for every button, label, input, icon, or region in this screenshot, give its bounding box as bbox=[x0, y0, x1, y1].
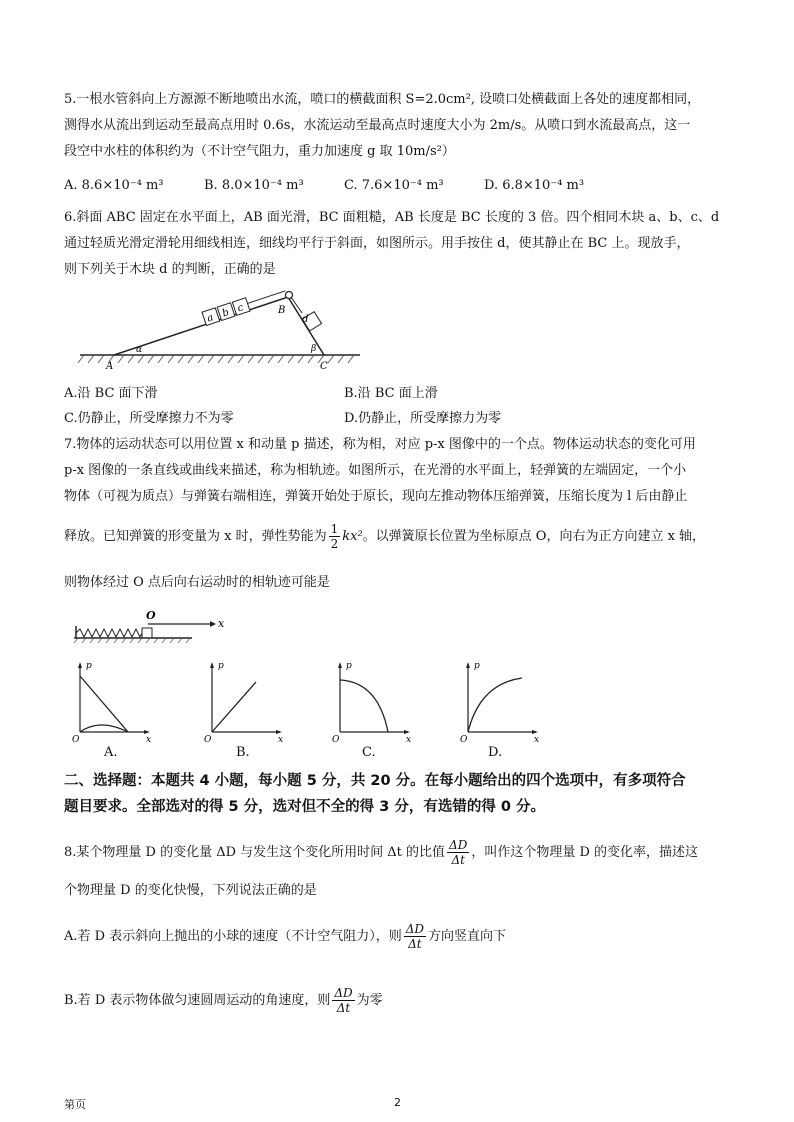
q6-line-2: 通过轻质光滑定滑轮用细线相连，细线均平行于斜面，如图所示。用手按住 d，使其静止在 BC 上。现放手， bbox=[64, 236, 690, 251]
q6-option-a: A.沿 BC 面下滑 bbox=[64, 386, 158, 401]
x-axis-label: x bbox=[218, 617, 225, 630]
dd-dt-fraction bbox=[447, 838, 469, 867]
q7-line-4-start: 释放。已知弹簧的形变量为 x 时，弹性势能为 bbox=[64, 529, 327, 544]
q7-line-1: 7.物体的运动状态可以用位置 x 和动量 p 描述，称为相，对应 p-x 图像中的一个点。物体运动状态的变化可用 bbox=[64, 437, 696, 452]
spring-figure bbox=[74, 606, 234, 646]
graph-c-p-label: p bbox=[346, 661, 352, 671]
q8-option-a-end: 方向竖直向下 bbox=[428, 929, 507, 944]
option-b-denominator: Δt bbox=[336, 1001, 351, 1015]
q6-option-c: C.仍静止，所受摩擦力不为零 bbox=[64, 411, 234, 426]
option-b-numerator: ΔD bbox=[334, 986, 353, 1000]
q5-line-3: 段空中水柱的体积约为（不计空气阻力，重力加速度 g 取 10m/s²） bbox=[64, 144, 455, 159]
block-d-label: d bbox=[302, 314, 309, 325]
page-number: 2 bbox=[394, 1096, 401, 1109]
angle-alpha-label: α bbox=[136, 345, 143, 355]
footer-left-text: 第页 bbox=[64, 1098, 86, 1111]
q6-option-d: D.仍静止，所受摩擦力为零 bbox=[344, 411, 502, 426]
q5-option-d: D. 6.8×10⁻⁴ m³ bbox=[484, 178, 585, 193]
graph-c bbox=[332, 661, 411, 742]
q7-option-d: D. bbox=[488, 745, 503, 760]
q5-option-c: C. 7.6×10⁻⁴ m³ bbox=[344, 178, 444, 193]
q5-line-2: 测得水从流出到运动至最高点用时 0.6s，水流运动至最高点时速度大小为 2m/s。从喷口到水流最高点，这一 bbox=[64, 118, 691, 133]
graph-a-o-label: O bbox=[72, 735, 80, 742]
q8-line-1-end: ，叫作这个物理量 D 的变化率，描述这 bbox=[471, 845, 699, 860]
block-c-label: c bbox=[236, 302, 245, 315]
q8-line-1 bbox=[64, 838, 738, 867]
q5-option-a: A. 8.6×10⁻⁴ m³ bbox=[64, 178, 164, 193]
graph-d bbox=[460, 661, 539, 742]
origin-o-label: O bbox=[146, 609, 156, 622]
q8-option-a-start: A.若 D 表示斜向上抛出的小球的速度（不计空气阻力），则 bbox=[64, 929, 402, 944]
graph-b-o-label: O bbox=[204, 735, 212, 742]
q7-option-c: C. bbox=[362, 745, 376, 760]
q7-line-5: 则物体经过 O 点后向右运动时的相轨迹可能是 bbox=[64, 575, 330, 590]
q7-line-4-end: 。以弹簧原长位置为坐标原点 O，向右为正方向建立 x 轴， bbox=[362, 529, 706, 544]
graph-a-p-label: p bbox=[86, 661, 92, 671]
q6-line-3: 则下列关于木块 d 的判断，正确的是 bbox=[64, 262, 276, 277]
graph-d-o-label: O bbox=[460, 735, 468, 742]
phase-graphs bbox=[70, 658, 550, 742]
q7-line-2: p-x 图像的一条直线或曲线来描述，称为相轨迹。如图所示，在光滑的水平面上，轻弹簧的左端固定，一个小 bbox=[64, 463, 687, 478]
graph-b bbox=[204, 661, 283, 742]
graph-a bbox=[72, 661, 151, 742]
graph-c-x-label: x bbox=[406, 735, 412, 742]
block-b-label: b bbox=[220, 307, 231, 320]
kx2-term: kx² bbox=[342, 529, 363, 544]
graph-d-x-label: x bbox=[534, 735, 540, 742]
q7-line-3: 物体（可视为质点）与弹簧右端相连，弹簧开始处于原长，现向左推动物体压缩弹簧，压缩长度为 l 后由静止 bbox=[64, 489, 688, 504]
q8-line-2: 个物理量 D 的变化快慢，下列说法正确的是 bbox=[64, 883, 317, 898]
graph-a-x-label: x bbox=[146, 735, 152, 742]
graph-b-x-label: x bbox=[278, 735, 284, 742]
section-2-heading-line-1: 二、选择题：本题共 4 小题，每小题 5 分，共 20 分。在每小题给出的四个选项中，有多项符合 bbox=[64, 773, 686, 789]
option-a-fraction bbox=[404, 922, 426, 951]
vertex-a-label: A bbox=[106, 361, 114, 372]
graph-d-p-label: p bbox=[474, 661, 480, 671]
q8-line-1-start: 8.某个物理量 D 的变化量 ΔD 与发生这个变化所用时间 Δt 的比值 bbox=[64, 845, 446, 860]
q7-option-b: B. bbox=[236, 745, 250, 760]
q6-line-1: 6.斜面 ABC 固定在水平面上，AB 面光滑，BC 面粗糙，AB 长度是 BC 长度的 3 倍。四个相同木块 a、b、c、d bbox=[64, 210, 720, 225]
q7-option-a: A. bbox=[104, 745, 118, 760]
q8-option-b-end: 为零 bbox=[356, 993, 383, 1008]
graph-b-p-label: p bbox=[218, 661, 224, 671]
incline-figure bbox=[78, 283, 368, 381]
q5-option-b: B. 8.0×10⁻⁴ m³ bbox=[204, 178, 304, 193]
section-2-heading-line-2: 题目要求。全部选对的得 5 分，选对但不全的得 3 分，有选错的得 0 分。 bbox=[64, 799, 546, 815]
half-numerator: 1 bbox=[330, 522, 339, 536]
half-denominator: 2 bbox=[330, 537, 339, 551]
half-fraction bbox=[329, 522, 341, 551]
angle-beta-label: β bbox=[311, 344, 317, 354]
q8-option-a bbox=[64, 922, 738, 951]
dd-numerator: ΔD bbox=[449, 838, 468, 852]
option-b-fraction bbox=[332, 986, 354, 1015]
q6-option-b: B.沿 BC 面上滑 bbox=[344, 386, 438, 401]
vertex-b-label: B bbox=[278, 305, 286, 316]
q8-option-b bbox=[64, 986, 738, 1015]
vertex-c-label: C bbox=[320, 361, 328, 372]
option-a-denominator: Δt bbox=[408, 937, 422, 951]
q7-line-4 bbox=[64, 522, 738, 551]
block-a-label: a bbox=[205, 312, 215, 325]
graph-c-o-label: O bbox=[332, 735, 340, 742]
q5-line-1: 5.一根水管斜向上方源源不断地喷出水流，喷口的横截面积 S=2.0cm², 设喷口处横截面上各处的速度都相同， bbox=[64, 92, 701, 107]
option-a-numerator: ΔD bbox=[405, 922, 425, 936]
q8-option-b-start: B.若 D 表示物体做匀速圆周运动的角速度，则 bbox=[64, 993, 331, 1008]
dt-denominator: Δt bbox=[451, 853, 465, 867]
